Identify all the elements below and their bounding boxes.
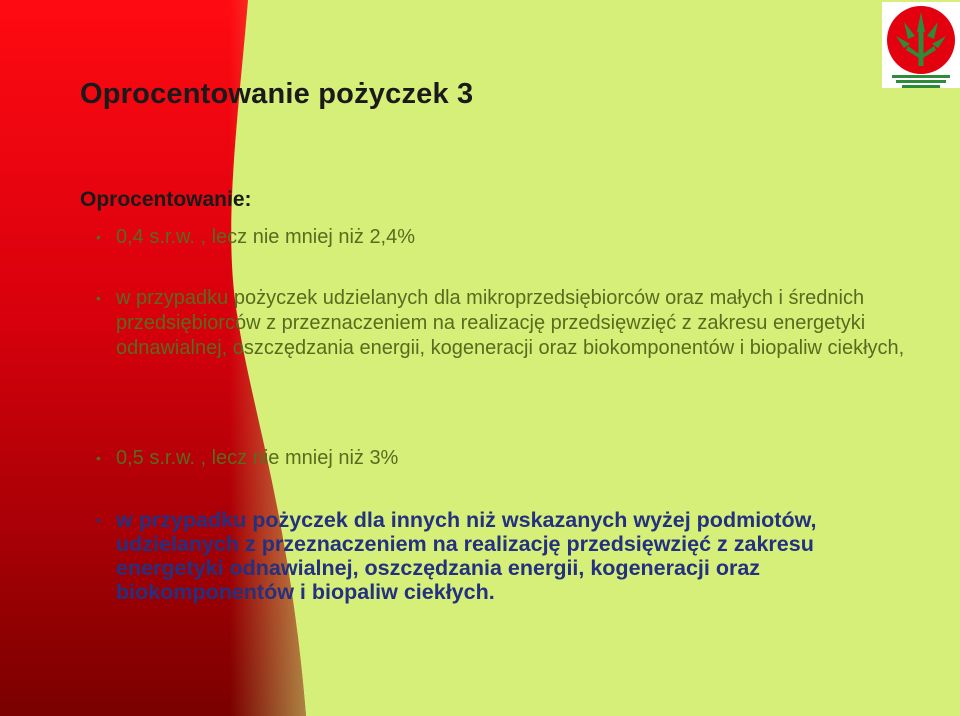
- slide-title: Oprocentowanie pożyczek 3: [80, 78, 474, 110]
- bullet-item: [96, 286, 916, 361]
- bullet-text: w przypadku pożyczek udzielanych dla mikroprzedsiębiorców oraz małych i średnich przedsiębiorców z przeznaczeniem na realizację przedsięwzięć z zakresu energetyki odnawialnej, oszczędzania energii, kogeneracji oraz biokomponentów i biopaliw ciekłych,: [116, 287, 905, 359]
- nfosigw-logo-icon: [882, 2, 960, 88]
- bullet-icon: •: [96, 450, 101, 466]
- bullet-text: 0,5 s.r.w. , lecz nie mniej niż 3%: [116, 447, 399, 469]
- subheading: Oprocentowanie:: [80, 188, 252, 211]
- bullet-item: [96, 225, 916, 250]
- nfosigw-logo: [882, 2, 960, 88]
- bullet-icon: •: [96, 229, 101, 245]
- bullet-icon: •: [96, 512, 101, 528]
- bullet-text: 0,4 s.r.w. , lecz nie mniej niż 2,4%: [116, 226, 416, 248]
- bullet-icon: •: [96, 290, 101, 306]
- bullet-item: [96, 508, 916, 604]
- bullet-item: [96, 446, 916, 471]
- bullet-text: w przypadku pożyczek dla innych niż wskazanych wyżej podmiotów, udzielanych z przeznaczeniem na realizację przedsięwzięć z zakresu energetyki odnawialnej, oszczędzania energii, kogeneracji oraz biokomponentów i biopaliw ciekłych.: [116, 508, 817, 604]
